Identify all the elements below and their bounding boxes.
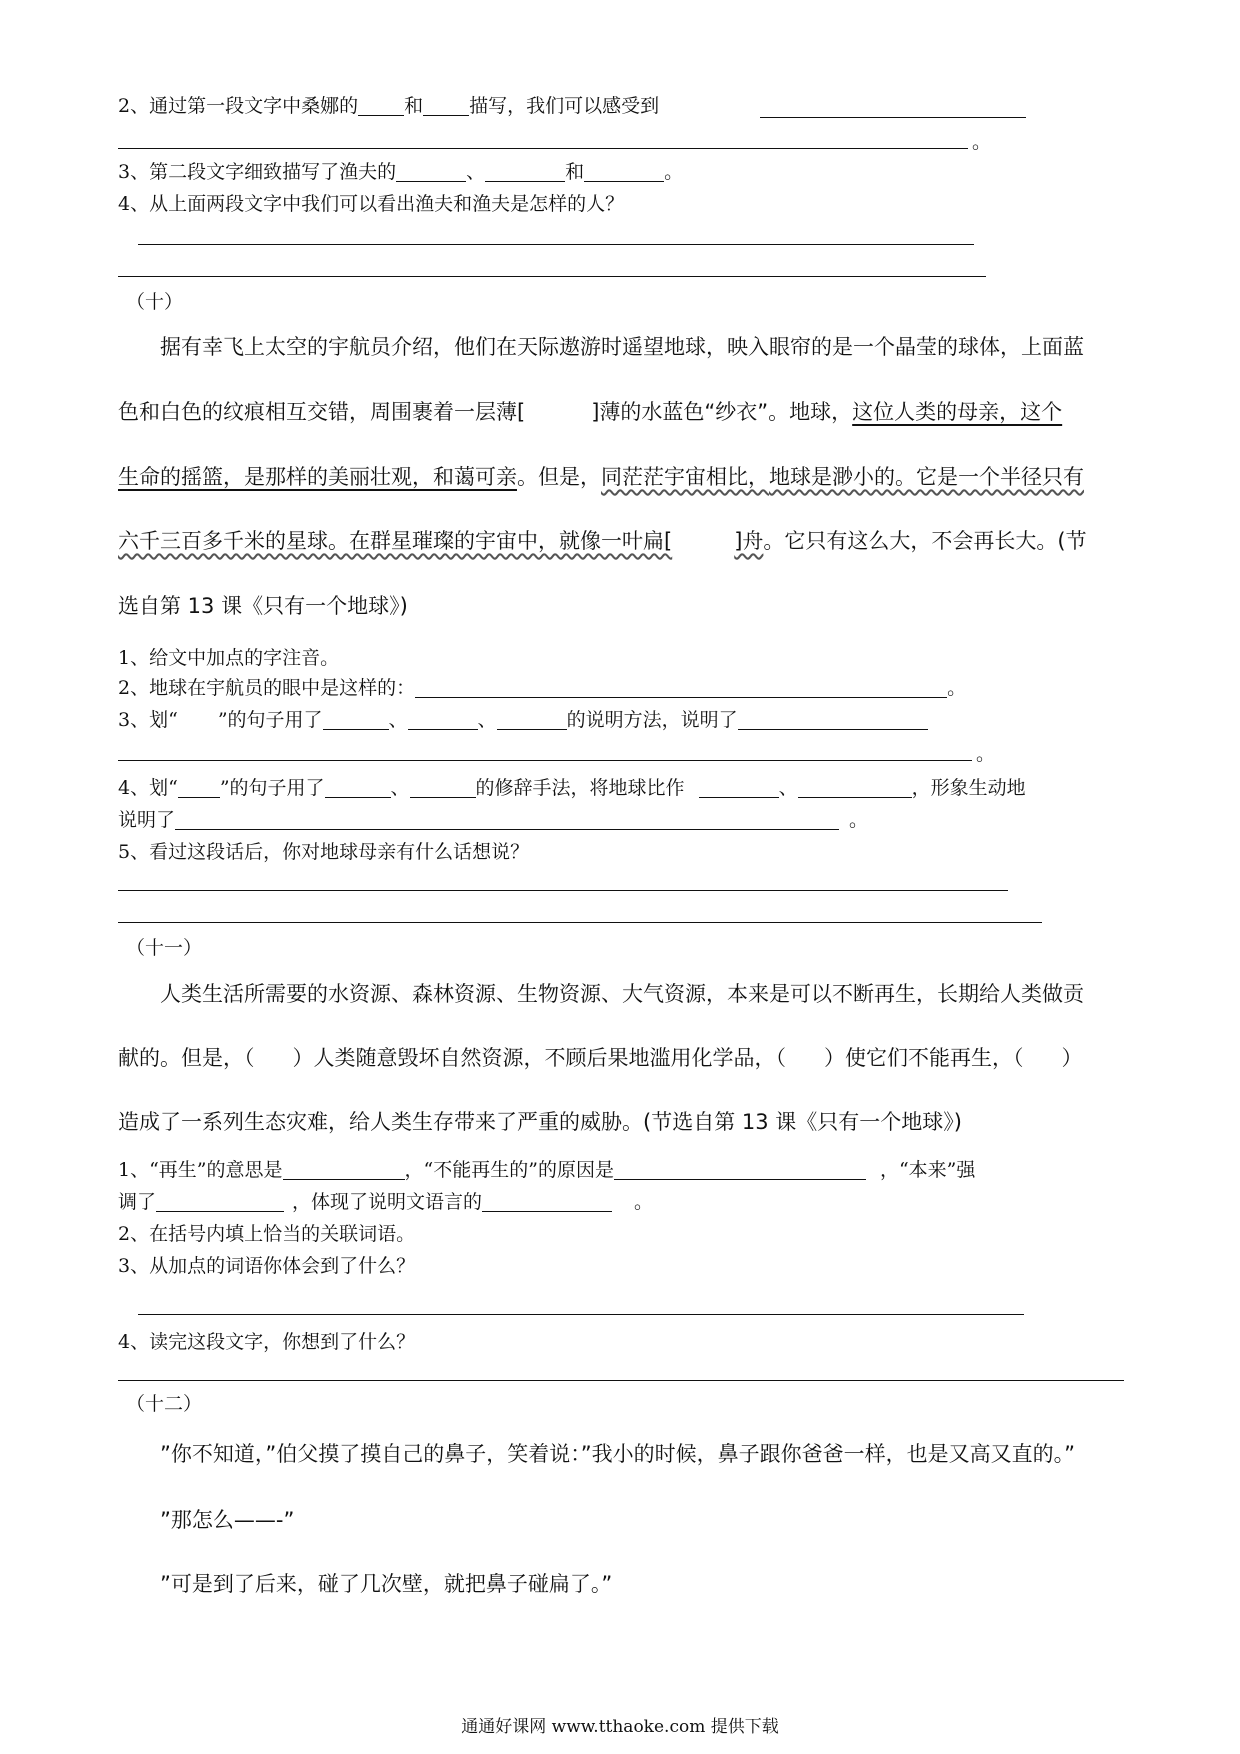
answer-blank[interactable]	[584, 161, 664, 182]
passage-source: 选自第 13 课《只有一个地球》)	[118, 594, 408, 618]
sec10-q3: 3、划“ ”的句子用了 、 、 的说明方法，说明了	[118, 708, 928, 732]
answer-blank[interactable]	[798, 777, 912, 798]
passage-source: 造成了一系列生态灾难，给人类生存带来了严重的威胁。(节选自第 13 课《只有一个地球》)	[118, 1110, 962, 1134]
section-heading: （十二）	[126, 1393, 203, 1415]
passage-line: 色和白色的纹痕相互交错，周围裹着一层薄[ ]薄的水蓝色“纱衣”。地球，这位人类的母亲，这个	[118, 400, 1063, 424]
answer-line[interactable]	[118, 1380, 1124, 1381]
line-marker	[178, 777, 220, 798]
sec10-q4: 4、划“ ”的句子用了 、 的修辞手法，将地球比作 、 ，形象生动地	[118, 777, 1026, 799]
answer-blank[interactable]	[283, 1159, 405, 1180]
section-heading: （十一）	[126, 937, 203, 959]
answer-line[interactable]	[760, 117, 1026, 118]
footer: 通通好课网 www.tthaoke.com 提供下载	[461, 1717, 779, 1737]
passage-line: 生命的摇篮，是那样的美丽壮观，和蔼可亲。但是，同茫茫宇宙相比，地球是渺小的。它是一个半径只有	[118, 465, 1084, 489]
answer-blank[interactable]	[482, 1191, 612, 1212]
section-heading: （十）	[126, 291, 184, 313]
passage-line: ”你不知道，”伯父摸了摸自己的鼻子，笑着说：”我小的时候，鼻子跟你爸爸一样，也是又高又直的。”	[160, 1442, 1076, 1466]
answer-line[interactable]	[118, 760, 972, 761]
passage-line: ”可是到了后来，碰了几次壁，就把鼻子碰扁了。”	[160, 1572, 613, 1596]
answer-blank[interactable]	[415, 677, 947, 698]
sec11-q3: 3、从加点的词语你体会到了什么？	[118, 1255, 416, 1277]
answer-line[interactable]	[118, 148, 968, 149]
sec11-q4: 4、读完这段文字，你想到了什么？	[118, 1331, 416, 1353]
sec10-q4-cont: 说明了 。	[118, 809, 869, 831]
answer-line[interactable]	[118, 922, 1042, 923]
answer-blank[interactable]	[485, 161, 565, 182]
answer-blank[interactable]	[396, 161, 466, 182]
answer-line[interactable]	[138, 1314, 1024, 1315]
answer-blank[interactable]	[175, 809, 839, 830]
sec9-q3: 3、第二段文字细致描写了渔夫的 、 和 。	[118, 161, 684, 183]
sec9-q2: 2、通过第一段文字中桑娜的 和 描写，我们可以感受到	[118, 95, 660, 117]
sec10-q5: 5、看过这段话后，你对地球母亲有什么话想说？	[118, 841, 530, 863]
answer-blank[interactable]	[738, 709, 928, 730]
sec10-q1: 1、给文中加点的字注音。	[118, 647, 340, 669]
answer-line[interactable]	[118, 276, 986, 277]
answer-line[interactable]	[138, 244, 974, 245]
passage-line: 六千三百多千米的星球。在群星璀璨的宇宙中，就像一叶扁[ ]舟。它只有这么大，不会再长大。(节	[118, 529, 1087, 553]
sec11-q1: 1、“再生”的意思是 ，“不能再生的”的原因是 ，“本来”强	[118, 1159, 976, 1181]
answer-blank[interactable]	[358, 95, 404, 116]
passage-line: 献的。但是，（ ）人类随意毁坏自然资源，不顾后果地滥用化学品，（ ）使它们不能再生，（ ）	[118, 1046, 1083, 1070]
sec11-q2: 2、在括号内填上恰当的关联词语。	[118, 1223, 416, 1245]
sec10-q2: 2、地球在宇航员的眼中是这样的： 。	[118, 677, 967, 699]
answer-blank[interactable]	[323, 709, 389, 730]
answer-line[interactable]	[118, 890, 1008, 891]
sec11-q1-cont: 调了 ，体现了说明文语言的 。	[118, 1191, 654, 1213]
passage-line: 据有幸飞上太空的宇航员介绍，他们在天际遨游时遥望地球，映入眼帘的是一个晶莹的球体，上面蓝	[160, 335, 1084, 359]
answer-blank[interactable]	[156, 1191, 284, 1212]
answer-blank[interactable]	[423, 95, 469, 116]
answer-blank[interactable]	[408, 709, 478, 730]
passage-line: ”那怎么——-”	[160, 1508, 295, 1532]
answer-blank[interactable]	[410, 777, 476, 798]
answer-blank[interactable]	[497, 709, 567, 730]
answer-blank[interactable]	[614, 1159, 866, 1180]
passage-line: 人类生活所需要的水资源、森林资源、生物资源、大气资源，本来是可以不断再生，长期给人类做贡	[160, 982, 1084, 1006]
answer-blank[interactable]	[699, 777, 779, 798]
answer-blank[interactable]	[325, 777, 391, 798]
sec9-q4: 4、从上面两段文字中我们可以看出渔夫和渔夫是怎样的人？	[118, 193, 625, 215]
